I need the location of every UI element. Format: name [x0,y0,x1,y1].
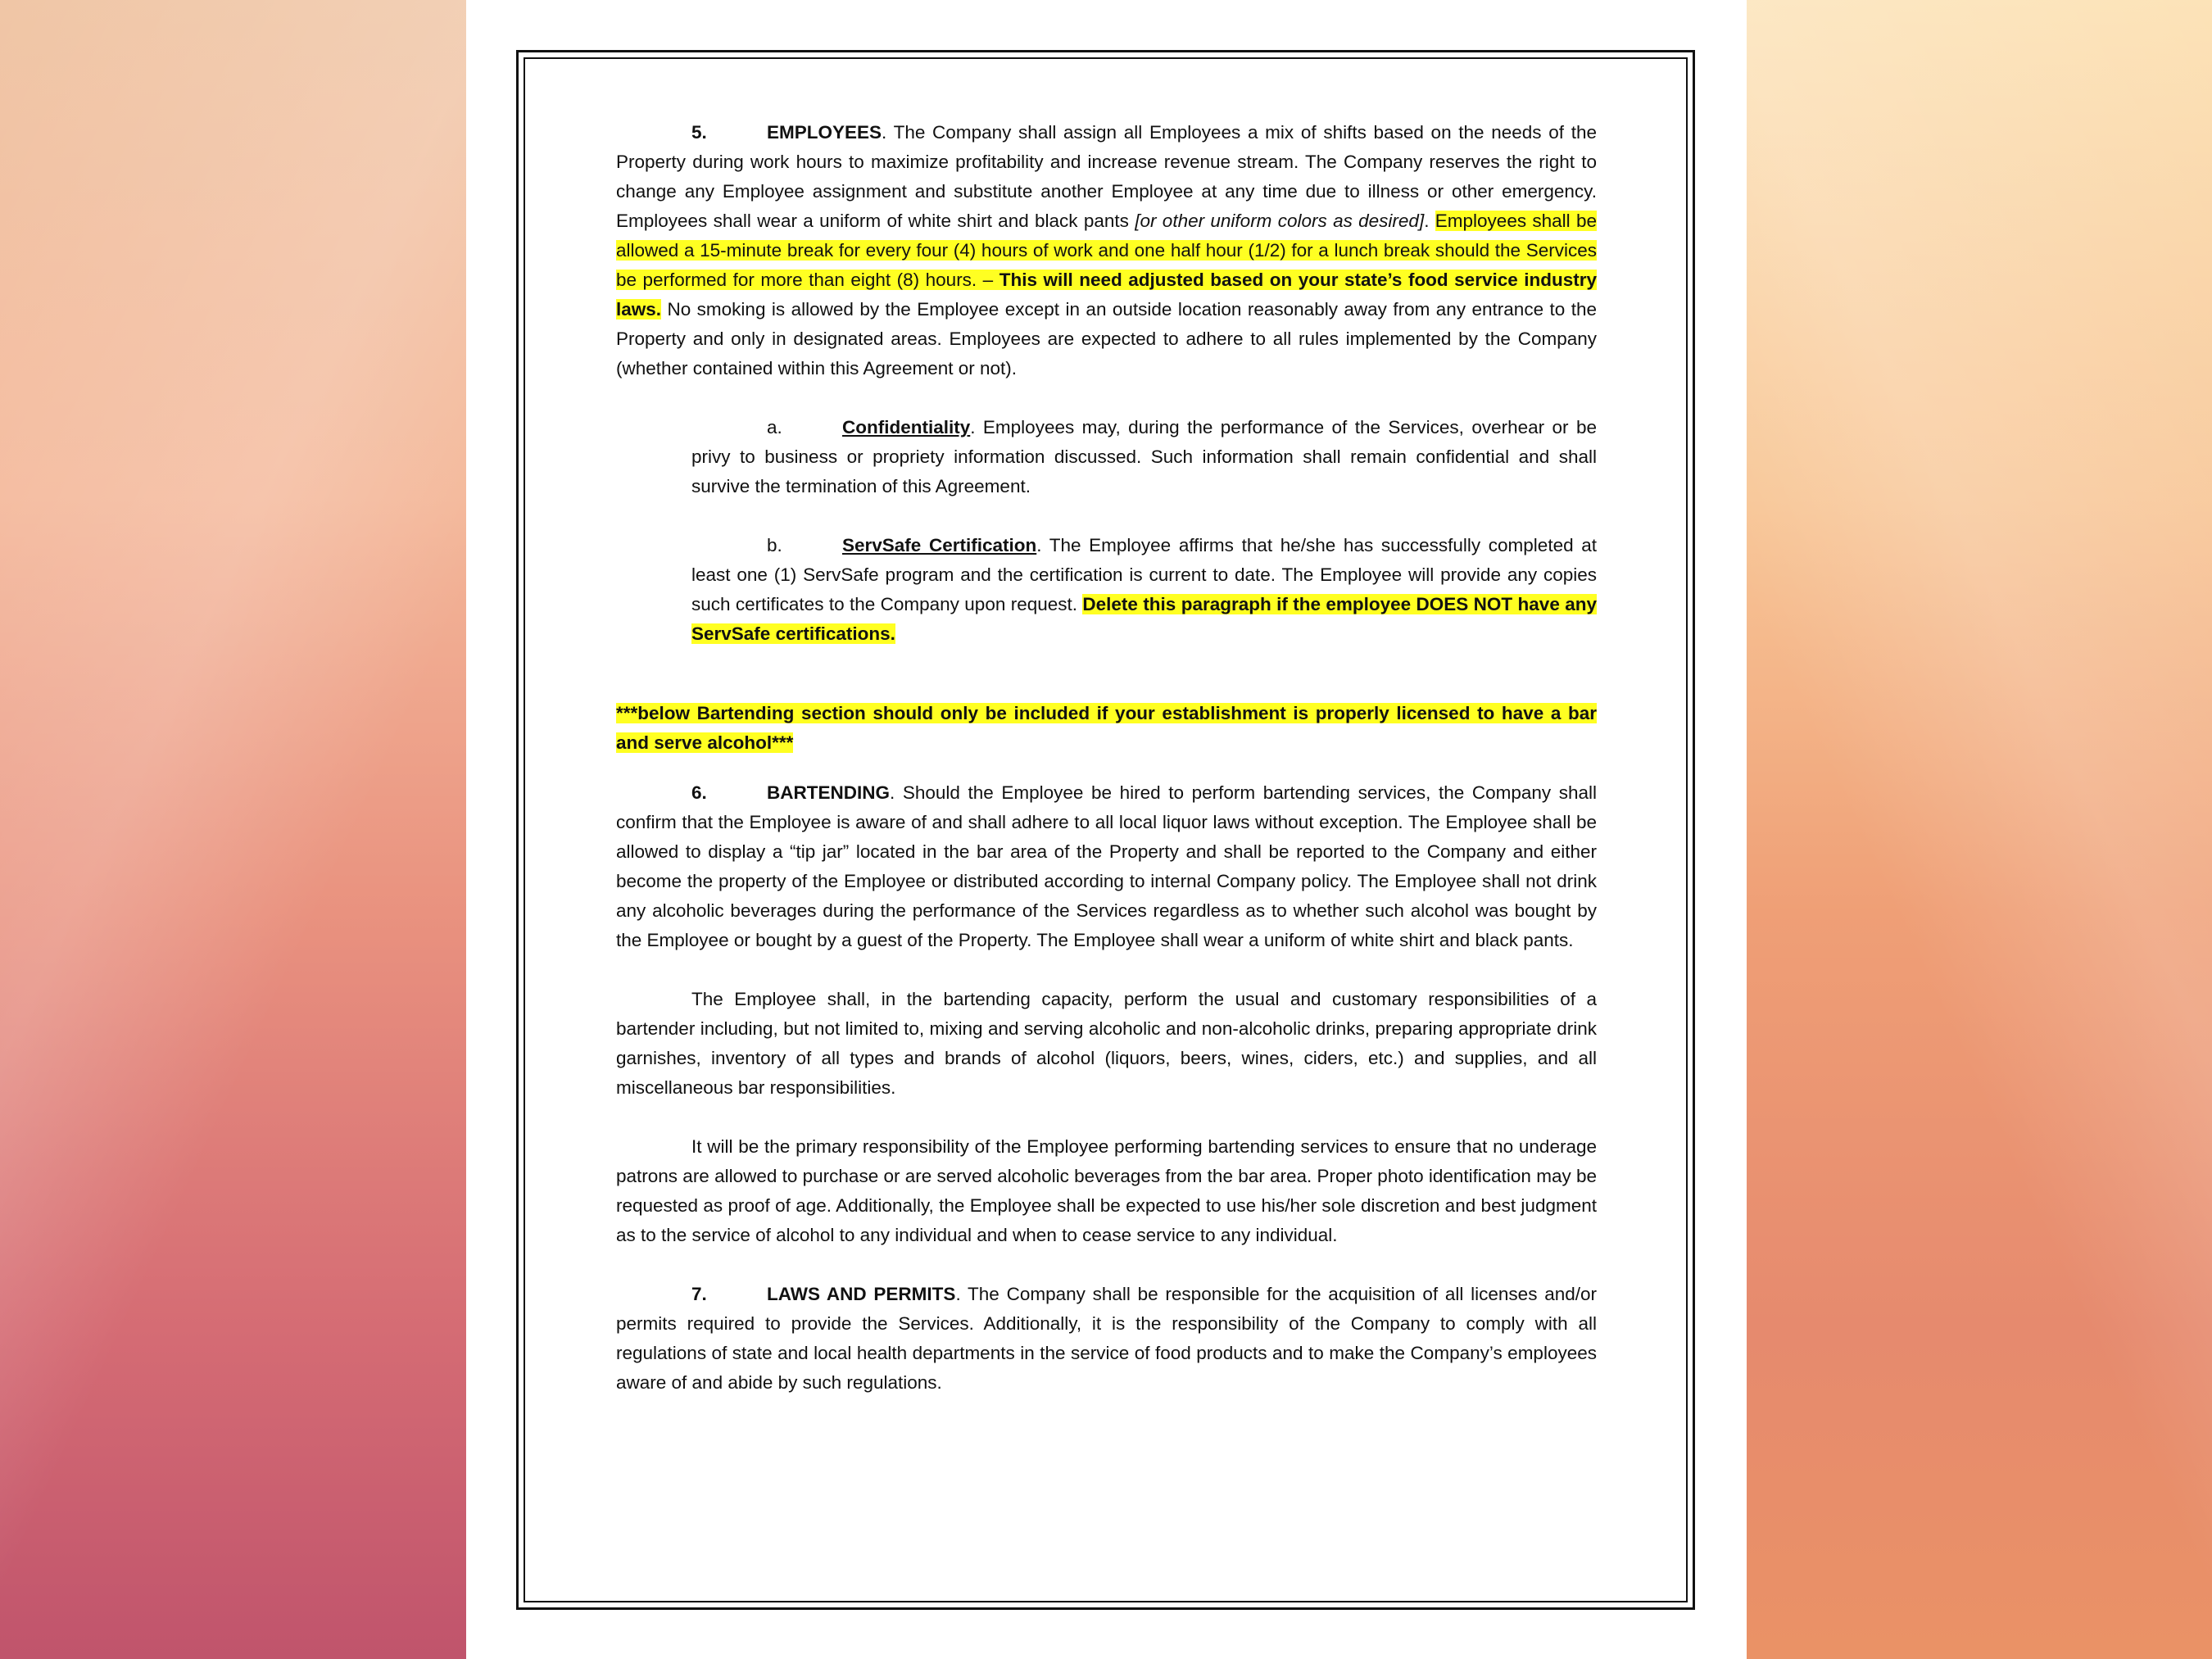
section-heading: BARTENDING [767,782,890,803]
subsection-label: b. [767,535,782,555]
background-left [0,0,466,1659]
section-7-laws-permits: 7. LAWS AND PERMITS. The Company shall be responsible for the acquisition of all licenses and/or permits required to provide the Services. Additionally, it is the responsibility of the Company to comply with all regulations of state and local health departments in the service of food products and to make the Company’s employees aware of and abide by such regulations. [616,1280,1597,1398]
section-heading: EMPLOYEES [767,122,882,143]
section-number: 6. [691,782,707,803]
subsection-servsafe: b. ServSafe Certification. The Employee affirms that he/she has successfully completed at least one (1) ServSafe program and the certification is current to date. The Employee will provide any copies such certificates to the Company upon request. Delete this paragraph if the employee DOES NOT have any ServSafe certifications. [616,531,1597,649]
document-page [466,0,1747,1659]
highlighted-note: This will need adjusted based on your state’s food service industry laws. [616,270,1597,320]
section-number: 5. [691,122,707,143]
bartending-paragraph-3: It will be the primary responsibility of the Employee performing bartending services to ensure that no underage patrons are allowed to purchase or are served alcoholic beverages from the bar area. Proper photo identification may be requested as proof of age. Additionally, the Employee shall be expected to use his/her sole discretion and best judgment as to the service of alcohol to any individual and when to cease service to any individual. [616,1136,1597,1245]
document-body [616,118,1597,1398]
section-5-employees: 5. EMPLOYEES. The Company shall assign all Employees a mix of shifts based on the needs of the Property during work hours to maximize profitability and increase revenue stream. The Company reserves the right to change any Employee assignment and substitute another Employee at any time due to illness or other emergency. Employees shall wear a uniform of white shirt and black pants [or other uniform colors as desired]. Employees shall be allowed a 15-minute break for every four (4) hours of work and one half hour (1/2) for a lunch break should the Services be performed for more than eight (8) hours. – This will need adjusted based on your state’s food service industry laws. No smoking is allowed by the Employee except in an outside location reasonably away from any entrance to the Property and only in designated areas. Employees are expected to adhere to all rules implemented by the Company (whether contained within this Agreement or not). [616,118,1597,383]
highlighted-break-policy: Employees shall be allowed a 15-minute break for every four (4) hours of work and one half hour (1/2) for a lunch break should the Services be performed for more than eight (8) hours. – [616,211,1598,290]
subsection-confidentiality: a. Confidentiality. Employees may, during the performance of the Services, overhear or be privy to business or propriety information discussed. Such information shall remain confidential and shall survive the termination of this Agreement. [616,413,1597,501]
subsection-title: Confidentiality [842,417,971,437]
subsection-title: ServSafe Certification [842,535,1037,555]
bartending-paragraph-2: The Employee shall, in the bartending capacity, perform the usual and customary responsibilities of a bartender including, but not limited to, mixing and serving alcoholic and non-alcoholic drinks, preparing appropriate drink garnishes, inventory of all types and brands of alcohol (liquors, beers, wines, ciders, etc.) and supplies, and all miscellaneous bar responsibilities. [616,989,1597,1098]
section-6-bartending: 6. BARTENDING. Should the Employee be hired to perform bartending services, the Company shall confirm that the Employee is aware of and shall adhere to all local liquor laws without exception. The Employee shall be allowed to display a “tip jar” located in the bar area of the Property and shall be reported to the Company and either become the property of the Employee or distributed according to internal Company policy. The Employee shall not drink any alcoholic beverages during the performance of the Services regardless as to whether such alcohol was bought by the Employee or bought by a guest of the Property. The Employee shall wear a uniform of white shirt and black pants. [616,778,1597,955]
bartending-notice: ***below Bartending section should only be included if your establishment is properly licensed to have a bar and serve alcohol*** [616,703,1597,753]
section-heading: LAWS AND PERMITS [767,1284,956,1304]
uniform-note: [or other uniform colors as desired] [1135,211,1425,231]
subsection-label: a. [767,417,782,437]
highlighted-delete-note: Delete this paragraph if the employee DOES NOT have any ServSafe certifications. [691,594,1597,644]
background-right [1747,0,2212,1659]
section-number: 7. [691,1284,707,1304]
